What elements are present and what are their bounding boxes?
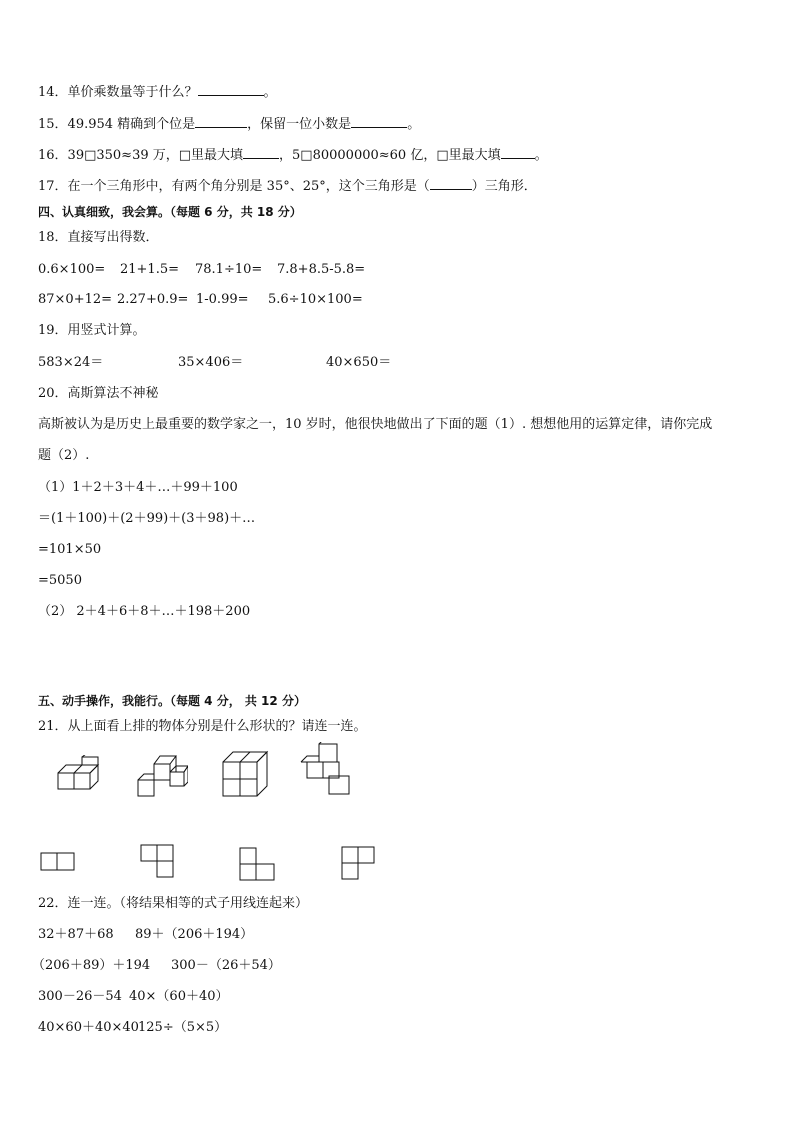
expression: 87×0+12= <box>38 292 113 307</box>
right-expression[interactable]: 89＋（206＋194） <box>135 927 254 942</box>
question-15 <box>38 115 420 134</box>
section-4-heading: 四、认真细致，我会算。（每题 6 分，共 18 分） <box>38 205 302 219</box>
question-14-text: 14．单价乘数量等于什么？ <box>38 85 198 100</box>
answer-blank[interactable] <box>430 177 472 190</box>
question-14 <box>38 83 277 102</box>
question-16 <box>38 146 548 165</box>
answer-blank[interactable] <box>243 146 279 159</box>
question-16-text-b: ，5□80000000≈60 亿，□里最大填 <box>279 148 501 163</box>
right-expression[interactable]: 300－（26＋54） <box>171 958 281 973</box>
expression: 583×24＝ <box>38 355 104 370</box>
right-expression[interactable]: 40×（60＋40） <box>129 989 229 1004</box>
expression: 78.1÷10= <box>195 262 263 277</box>
question-20-paragraph-1: 高斯被认为是历史上最重要的数学家之一，10 岁时，他很快地做出了下面的题（1）. 想想他用的运算定律，请你完成 <box>38 417 713 432</box>
answer-blank[interactable] <box>351 115 407 128</box>
left-expression[interactable]: 300－26－54 <box>38 989 122 1004</box>
question-21-title: 21．从上面看上排的物体分别是什么形状的？请连一连。 <box>38 719 367 734</box>
expression: 2.27+0.9= <box>117 292 189 307</box>
top-view-shape-1[interactable] <box>40 852 76 872</box>
expression: 21+1.5= <box>120 262 180 277</box>
answer-blank[interactable] <box>501 146 535 159</box>
question-20-line-3: =101×50 <box>38 542 102 557</box>
punctuation: 。 <box>263 85 277 100</box>
question-20-paragraph-2: 题（2）. <box>38 448 90 463</box>
question-18-title: 18．直接写出得数． <box>38 230 159 245</box>
question-15-text-b: ，保留一位小数是 <box>247 117 352 132</box>
question-17 <box>38 177 537 196</box>
punctuation: 。 <box>534 148 548 163</box>
section-5-heading: 五、动手操作，我能行。（每题 4 分， 共 12 分） <box>38 694 306 708</box>
punctuation: 。 <box>407 117 421 132</box>
cube-figure-4[interactable] <box>299 742 355 798</box>
question-20-title: 20．高斯算法不神秘 <box>38 386 159 401</box>
top-view-shape-4[interactable] <box>340 845 378 883</box>
expression: 0.6×100= <box>38 262 106 277</box>
question-20-line-1: （1）1＋2＋3＋4＋…＋99＋100 <box>38 480 238 495</box>
expression: 7.8+8.5-5.8= <box>277 262 366 277</box>
left-expression[interactable]: 40×60＋40×40 <box>38 1020 139 1035</box>
expression: 5.6÷10×100= <box>268 292 363 307</box>
question-17-text-a: 17．在一个三角形中，有两个角分别是 35°、25°，这个三角形是（ <box>38 179 430 194</box>
question-20-line-4: =5050 <box>38 573 82 588</box>
top-view-shape-2[interactable] <box>139 843 177 881</box>
top-view-shape-3[interactable] <box>238 846 278 882</box>
answer-blank[interactable] <box>195 115 247 128</box>
answer-blank[interactable] <box>198 83 264 96</box>
question-20-line-5: （2） 2＋4＋6＋8＋…＋198＋200 <box>38 604 251 619</box>
question-20-line-2: ＝(1＋100)＋(2＋99)＋(3＋98)＋… <box>38 511 256 526</box>
right-expression[interactable]: 125÷（5×5） <box>138 1020 228 1035</box>
expression: 35×406＝ <box>178 355 244 370</box>
question-16-text-a: 16．39□350≈39 万，□里最大填 <box>38 148 244 163</box>
expression: 1-0.99= <box>196 292 249 307</box>
question-22-title: 22．连一连。（将结果相等的式子用线连起来） <box>38 896 309 911</box>
left-expression[interactable]: 32＋87＋68 <box>38 927 114 942</box>
expression: 40×650＝ <box>326 355 392 370</box>
cube-figure-1[interactable] <box>50 755 104 797</box>
question-19-title: 19．用竖式计算。 <box>38 323 146 338</box>
question-15-text-a: 15．49.954 精确到个位是 <box>38 117 196 132</box>
cube-figure-3[interactable] <box>221 750 269 798</box>
left-expression[interactable]: （206＋89）＋194 <box>32 958 151 973</box>
cube-figure-2[interactable] <box>136 748 188 800</box>
question-17-text-b: ）三角形． <box>471 179 537 194</box>
